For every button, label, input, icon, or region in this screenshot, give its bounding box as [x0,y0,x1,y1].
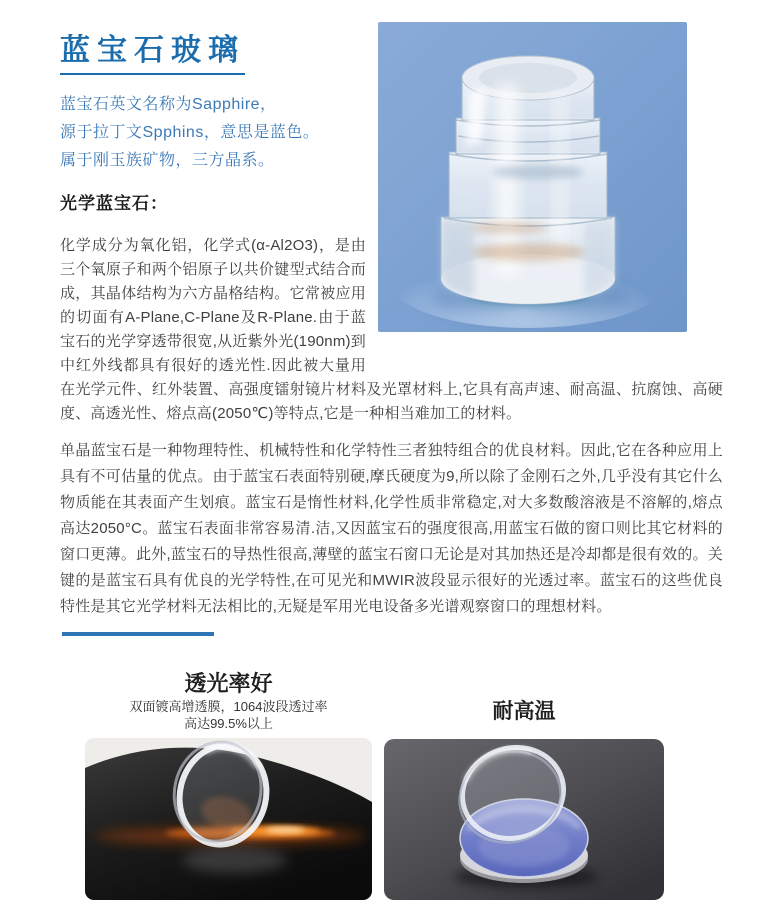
feature-subtitle: 高达99.5%以上 [184,716,273,731]
feature-section [0,670,759,900]
section-divider [62,632,214,636]
feature-heat-resistance [383,670,665,900]
intro-line: 源于拉丁文Spphins，意思是蓝色。 [60,124,320,141]
feature-transmittance [85,670,372,900]
intro-line: 蓝宝石英文名称为Sapphire， [60,96,277,113]
intro-line: 属于刚玉族矿物，三方晶系。 [60,152,275,169]
sapphire-crystal-boule-photo [378,22,687,332]
paragraph-single-crystal: 单晶蓝宝石是一种物理特性、机械特性和化学特性三者独特组合的优良材料。因此,它在各种应用上具有不可估量的优点。由于蓝宝石表面特别硬,摩氏硬度为9,所以除了金刚石之外,几乎没有其它什么物质能在其表面产生划痕。蓝宝石是惰性材料,化学性质非常稳定,对大多数酸溶液是不溶解的,熔点高达2050°C。蓝宝石表面非常容易清.洁,又因蓝宝石的强度很高,用蓝宝石做的窗口则比其它材料的窗口更薄。此外,蓝宝石的导热性很高,薄壁的蓝宝石窗口无论是对其加热还是冷却都是很有效的。关键的是蓝宝石具有优良的光学特性,在可见光和MWIR波段显示很好的光透过率。蓝宝石的这些优良特性是其它光学材料无法相比的,无疑是军用光电设备多光谱观察窗口的理想材料。 [60,442,723,615]
page-title-text[interactable]: 蓝宝石玻璃 [60,34,245,75]
sapphire-lens-with-laser-beam-photo [85,738,372,900]
feature-title: 透光率好 [184,671,273,696]
feature-caption [85,670,372,738]
feature-subtitle: 双面镀高增透膜，1064波段透过率 [129,699,328,714]
feature-title: 耐高温 [492,700,556,723]
feature-caption [383,670,665,738]
section-heading: 光学蓝宝石： [60,194,168,213]
paragraph-optical-sapphire: 化学成分为氧化铝，化学式(α-Al2O3)，是由三个氧原子和两个铝原子以共价键型式结合而成，其晶体结构为六方晶格结构。它常被应用的切面有A-Plane,C-Plane及R-Plane.由于蓝宝石的光学穿透带很宽,从近紫外光(190nm)到中红外线都具有很好的透光性.因此被大量用在光学元件、红外装置、高强度镭射镜片材料及光罩材料上,它具有高声速、耐高温、抗腐蚀、高硬度、高透光性、熔点高(2050℃)等特点,它是一种相当难加工的材料。 [60,237,723,422]
sapphire-window-discs-photo [383,738,665,900]
